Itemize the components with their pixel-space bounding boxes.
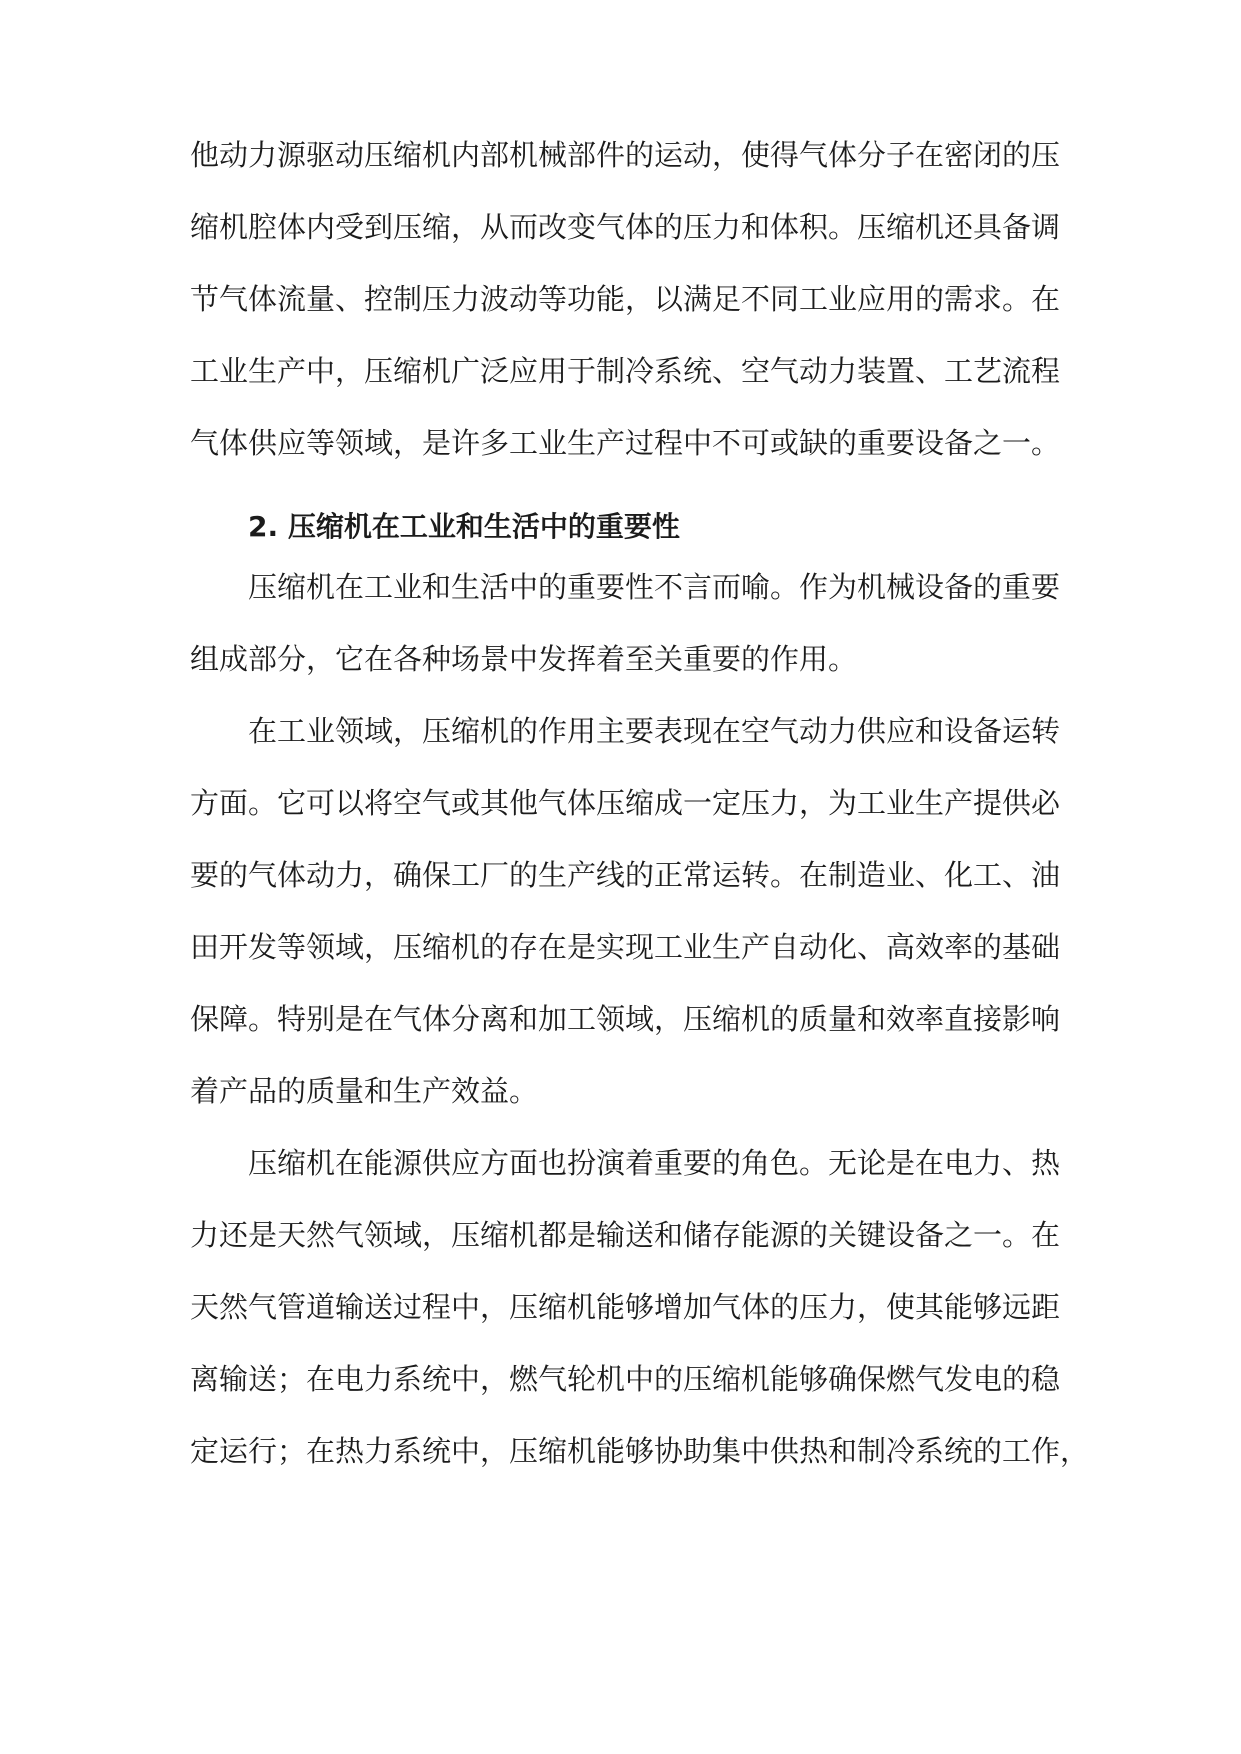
body-text-line: 天然气管道输送过程中，压缩机能够增加气体的压力，使其能够远距 xyxy=(190,1290,1061,1324)
body-text-line: 压缩机在能源供应方面也扮演着重要的角色。无论是在电力、热 xyxy=(248,1146,1061,1180)
body-text-line: 他动力源驱动压缩机内部机械部件的运动，使得气体分子在密闭的压 xyxy=(190,138,1061,172)
section-heading: 2. 压缩机在工业和生活中的重要性 xyxy=(248,510,680,543)
body-text-line: 压缩机在工业和生活中的重要性不言而喻。作为机械设备的重要 xyxy=(248,570,1061,604)
body-text-line: 定运行；在热力系统中，压缩机能够协助集中供热和制冷系统的工作， xyxy=(190,1434,1090,1468)
body-text-line: 力还是天然气领域，压缩机都是输送和储存能源的关键设备之一。在 xyxy=(190,1218,1061,1252)
body-text-line: 保障。特别是在气体分离和加工领域，压缩机的质量和效率直接影响 xyxy=(190,1002,1061,1036)
body-text-line: 在工业领域，压缩机的作用主要表现在空气动力供应和设备运转 xyxy=(248,714,1061,748)
body-text-line: 田开发等领域，压缩机的存在是实现工业生产自动化、高效率的基础 xyxy=(190,930,1061,964)
body-text-line: 要的气体动力，确保工厂的生产线的正常运转。在制造业、化工、油 xyxy=(190,858,1061,892)
body-text-line: 方面。它可以将空气或其他气体压缩成一定压力，为工业生产提供必 xyxy=(190,786,1061,820)
body-text-line: 节气体流量、控制压力波动等功能，以满足不同工业应用的需求。在 xyxy=(190,282,1061,316)
body-text-line: 缩机腔体内受到压缩，从而改变气体的压力和体积。压缩机还具备调 xyxy=(190,210,1061,244)
body-text-line: 气体供应等领域，是许多工业生产过程中不可或缺的重要设备之一。 xyxy=(190,426,1061,460)
body-text-line: 着产品的质量和生产效益。 xyxy=(190,1074,539,1108)
body-text-line: 离输送；在电力系统中，燃气轮机中的压缩机能够确保燃气发电的稳 xyxy=(190,1362,1061,1396)
body-text-line: 组成部分，它在各种场景中发挥着至关重要的作用。 xyxy=(190,642,858,676)
body-text-line: 工业生产中，压缩机广泛应用于制冷系统、空气动力装置、工艺流程 xyxy=(190,354,1061,388)
